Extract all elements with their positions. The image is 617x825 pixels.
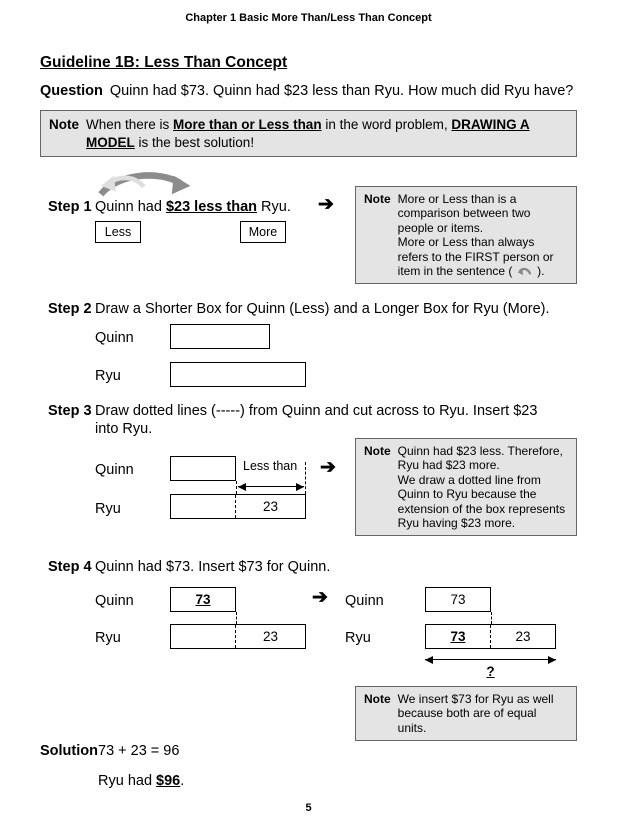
step4-right-quinn-box: 73 (425, 587, 491, 612)
less-than-annotation: Less than (243, 459, 298, 473)
step2-quinn-label: Quinn (95, 330, 134, 346)
step4-right-ryu-label: Ryu (345, 630, 371, 646)
note-label: Note (49, 117, 79, 132)
right-arrow-icon: ➔ (320, 457, 336, 478)
note-text: More or Less than is a comparison between two people or items. More or Less than always refers to the FIRST person or item in the sentence ( ). (397, 192, 554, 278)
page-title: Guideline 1B: Less Than Concept (40, 54, 288, 71)
solution-equation: 73 + 23 = 96 (98, 743, 180, 759)
ryu-73-cell: 73 (450, 629, 466, 644)
total-span-arrow-icon (425, 659, 556, 660)
step2-label: Step 2 (48, 301, 92, 317)
step4-right-ryu-box (425, 624, 556, 649)
step3-label: Step 3 (48, 403, 92, 419)
ryu-23-cell: 23 (235, 495, 305, 518)
total-question-mark: ? (486, 664, 495, 679)
step3-ryu-box (170, 494, 306, 519)
right-arrow-icon: ➔ (318, 194, 334, 215)
question-row (40, 82, 573, 100)
question-label: Question (40, 83, 103, 99)
more-box: More (240, 221, 286, 243)
ryu-base-cell (171, 495, 235, 518)
curved-comparison-arrows-icon (86, 170, 196, 198)
step2-quinn-box (170, 324, 270, 349)
step2-ryu-box (170, 362, 306, 387)
note-text: When there is More than or Less than in the word problem, DRAWING A MODEL is the best solution! (86, 117, 530, 150)
note-box-main (40, 110, 577, 157)
step2-ryu-label: Ryu (95, 368, 121, 384)
step4-text: Quinn had $73. Insert $73 for Quinn. (95, 559, 331, 575)
curved-arrow-icon (516, 266, 534, 276)
step3-quinn-label: Quinn (95, 462, 134, 478)
note-label: Note (364, 192, 391, 206)
step1-label: Step 1 (48, 199, 92, 215)
step4-right-quinn-label: Quinn (345, 593, 384, 609)
step1-text: Quinn had $23 less than Ryu. (95, 199, 291, 215)
note-box-step3 (355, 438, 577, 536)
note-text: Quinn had $23 less. Therefore, Ryu had $23 more. We draw a dotted line from Quinn to Ryu because the extension of the box represents Ryu having $23 more. (397, 444, 566, 530)
solution-label: Solution (40, 743, 98, 759)
ryu-23-cell: 23 (490, 625, 555, 648)
step3-ryu-label: Ryu (95, 501, 121, 517)
ryu-base-cell (171, 625, 235, 648)
less-box: Less (95, 221, 141, 243)
step4-left-quinn-box: 73 (170, 587, 236, 612)
right-arrow-icon: ➔ (312, 587, 328, 608)
step3-quinn-box (170, 456, 236, 481)
step3-text: Draw dotted lines (-----) from Quinn and cut across to Ryu. Insert $23 into Ryu. (95, 403, 538, 438)
page-number: 5 (305, 802, 312, 814)
dashed-guide-line (305, 462, 306, 494)
step2-text: Draw a Shorter Box for Quinn (Less) and a Longer Box for Ryu (More). (95, 301, 550, 317)
dashed-guide-line (236, 481, 237, 494)
note-box-step4 (355, 686, 577, 741)
dashed-guide-line (491, 612, 492, 624)
step4-label: Step 4 (48, 559, 92, 575)
solution-answer: Ryu had $96. (98, 773, 185, 789)
dashed-guide-line (236, 612, 237, 624)
less-than-span-arrow-icon (238, 486, 304, 487)
note-label: Note (364, 444, 391, 458)
note-box-step1 (355, 186, 577, 284)
step4-left-quinn-label: Quinn (95, 593, 134, 609)
note-label: Note (364, 692, 391, 706)
step4-left-ryu-box (170, 624, 306, 649)
ryu-23-cell: 23 (235, 625, 305, 648)
question-text: Quinn had $73. Quinn had $23 less than Ryu. How much did Ryu have? (109, 83, 574, 99)
note-text: We insert $73 for Ryu as well because both are of equal units. (397, 692, 554, 735)
chapter-header: Chapter 1 Basic More Than/Less Than Concept (185, 12, 432, 24)
step4-left-ryu-label: Ryu (95, 630, 121, 646)
